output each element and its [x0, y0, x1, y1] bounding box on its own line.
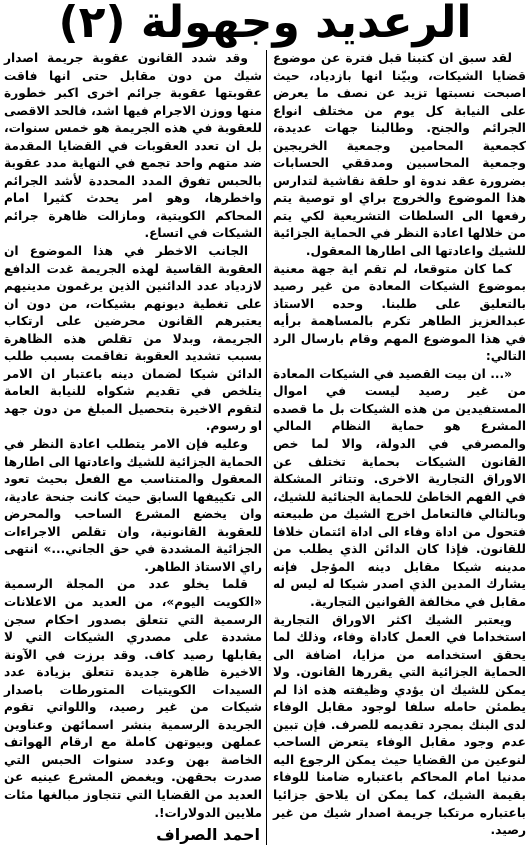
- paragraph: وقد شدد القانون عقوبة جريمة اصدار شيك من دون مقابل حتى انها فاقت عقوبتها عقوبة جرائم اخرى اكبر خطورة منها ووزن الاجرام فيها اشد، فالحد الاقصى للعقوبة في هذه الجريمة هو خمس سنوات، بل ان تعدد العقوبات في القضايا المقدمة ضد متهم واحد تجمع في النهاية مدد عقوبة بالحبس تفوق المدد المحددة لأشد الجرائم واخطرها، وهو امر يحدث كثيرا امام المحاكم الكويتية، ومازالت ظاهرة جرائم الشيكات في اتساع.: [4, 51, 262, 241]
- paragraph: كما كان متوقعا، لم تقم اية جهة معنية بموضوع الشيكات المعادة من غير رصيد بالتعليق على طلبنا. وحده الاستاذ عبدالعزيز الطاهر تكرم بالمساهمة برأيه في هذا الموضوع المهم وقام بارسال الرد التالي:: [273, 261, 526, 364]
- left-column: [4, 50, 262, 822]
- paragraph: «... ان بيت القصيد في الشيكات المعادة من غير رصيد ليست في اموال المستفيدين من هذه الشيكات بل ما قصده المشرع هو حماية النظام المالي والمصرفي في الدولة، والا لما خص القانون الشيكات بحماية تختلف عن الاوراق التجارية الاخرى. وتتاثر المشكلة في الفهم الخاطئ للحماية الجنائية للشيك، وبالتالي فالتعامل اخرج الشيك من طبيعته فتحول من اداة وفاء الى اداة ائتمان خلافا للقانون. فإذا كان الدائن الذي يطلب من مدينه شيكا مقابل دينه المؤجل فإنه يشارك المدين الذي اصدر شيكا له ليس له مقابل في مخالفة القوانين التجارية.: [273, 366, 526, 609]
- article-title: الرعديد وجهولة (٢): [58, 0, 472, 48]
- paragraph: ويعتبر الشيك اكثر الاوراق التجارية استخداما في العمل كاداة وفاء، وذلك لما يحقق استخدامه من مزايا، اضافة الى الحماية الجزائية التي يقررها القانون. ولا يمكن للشيك ان يؤدي وظيفته هذه اذا لم يطمئن حامله سلفا لوجود مقابل الوفاء لدى البنك بمجرد تقديمه للصرف. فإن تبين عدم وجود مقابل الوفاء يتعرض الساحب لنوعين من القضايا حيث يمكن الرجوع اليه مدنيا امام المحاكم باعتباره ضامنا للوفاء بقيمة الشيك، كما يمكن ان يلاحق جزائيا باعتباره مرتكبا جريمة اصدار شيك من غير رصيد.: [273, 612, 526, 838]
- author-byline: احمد الصراف: [156, 825, 260, 844]
- paragraph: وعليه فإن الامر يتطلب اعادة النظر في الحماية الجزائية للشيك واعادتها الى اطارها المعقول والمتناسب مع الفعل بحيث تعود الى تكييفها السابق حيث كانت جنحة عادية، وان يخضع المشرع الساحب والمحرض للعقوبة القانونية، وان تقلص الاجراءات الجزائية المشددة في حق الجاني...» انتهى راي الاستاذ الطاهر.: [4, 437, 262, 574]
- paragraph: قلما يخلو عدد من المجلة الرسمية «الكويت اليوم»، من العديد من الاعلانات الرسمية التي تتعلق بصدور احكام سجن مشددة على مصدري الشيكات التي لا يقابلها رصيد كاف. وقد برزت في الآونة الاخيرة ظاهرة جديدة تتعلق بزيادة عدد السيدات الكويتيات المتورطات باصدار شيكات من غير رصيد، واللواتي تقوم الجريدة الرسمية بنشر اسمائهن وعناوين عملهن وبيوتهن كاملة مع ارقام الهواتف الخاصة بهن وعدد سنوات الحبس التي صدرت بحقهن. ويغمض المشرع عينيه عن العديد من القضايا التي تتجاوز مبالغها مئات ملايين الدولارات!.: [4, 577, 262, 820]
- right-column: [273, 50, 526, 846]
- paragraph: الجانب الاخطر في هذا الموضوع ان العقوبة القاسية لهذه الجريمة غدت الدافع لازدياد عدد الدائنين الذين يرغمون مدينيهم على تغطية ديونهم بشيكات، من دون ان يعتبرهم القانون محرضين على ارتكاب الجريمة، وبدلا من تقلص هذه الظاهرة بسبب تشديد العقوبة تفاقمت بسبب طلب الدائن شيكا لضمان دينه باعتبار ان الامر يتلخص في تقديم شكواه للنيابة العامة لتقوم الاخيرة بتحصيل المبلغ من دون جهد او رسوم.: [4, 244, 262, 434]
- headline-bar: [20, 0, 510, 48]
- column-divider: [266, 50, 267, 845]
- paragraph: لقد سبق ان كتبنا قبل فترة عن موضوع قضايا الشيكات، وبيّنا انها بازدياد، حيث اصبحت نسبتها تزيد عن نصف ما يعرض على النيابة كل يوم من مختلف انواع الجرائم والجنح. وطالبنا جهات عديدة، كجمعية المحامين وجمعية الخريجين وجمعية المحاسبين ومدققي الحسابات بضرورة عقد ندوة او حلقة نقاشية لتدارس هذا الموضوع والخروج براي او توصية يتم رفعها الى السلطات التشريعية لكي يتم من خلالها اعادة النظر في الحماية الجزائية للشيك واعادتها الى اطارها المعقول.: [273, 51, 526, 259]
